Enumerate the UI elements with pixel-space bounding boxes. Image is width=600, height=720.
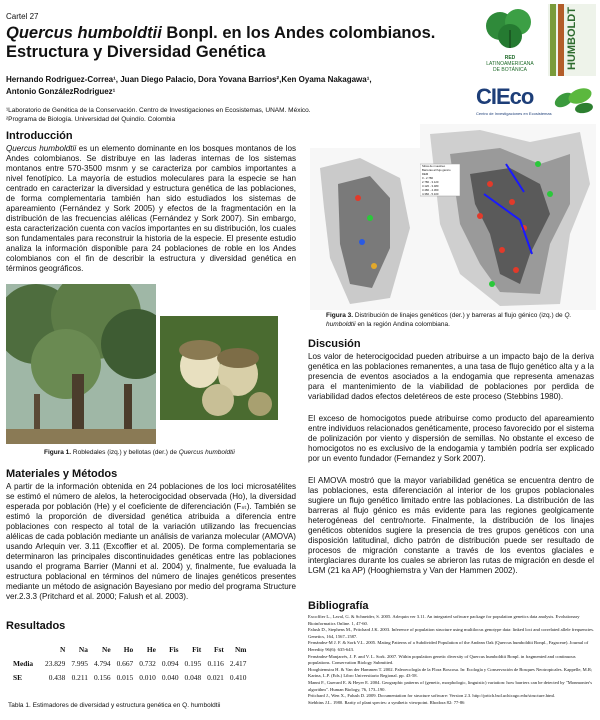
table-cell: 0.195	[184, 658, 202, 668]
table-cell: 0.156	[93, 672, 111, 682]
affiliation-2: ²Programa de Biología. Universidad del Quindío. Colombia	[6, 116, 176, 123]
table-cell: 4.794	[93, 658, 111, 668]
red-botanica-logo	[476, 4, 544, 78]
red-botanica-leaf-icon	[476, 4, 544, 50]
title-line2: Estructura y Diversidad Genética	[6, 43, 266, 61]
figure1-caption-text: Robledales (izq.) y bellotas (der.) de	[71, 449, 179, 456]
table-col-header: Fst	[213, 644, 224, 654]
humboldt-stripe-icon	[548, 4, 568, 76]
table-col-header: He	[146, 644, 156, 654]
bibliography-list	[308, 614, 596, 706]
table-col-header: Ne	[101, 644, 111, 654]
authors-line2: Antonio GonzálezRodriguez¹	[6, 87, 116, 96]
cieco-text: CIEco	[476, 84, 534, 109]
bibliography-heading: Bibliografía	[308, 600, 369, 612]
acorns-illustration	[160, 316, 278, 420]
methods-text: A partir de la información obtenida en 24 poblaciones de los loci microsatélites se estimó el número de alelos, la heterocigocidad observada (Ho), la diversidad esperada por población (He) y el coeficiente de diferenciación (Fₛₜ). También se estimó la proporción de diversidad genética atribuida a diferencia entre poblaciones con respecto al total de la variación utilizando las frecuencias alélicas de cada población mediante un análisis de varianza molecular (AMOVA) usando Arlequin ver. 3.11 (Excoffier et al. 2005). De forma complementaria se determinaron las principales discontinuidades genéticas entre las poblaciones usando el programa Barrier (Manni et al. 2004) y, finalmente, fue evaluada la estructura poblacional en términos del número de linajes genéticos presentes mediante un método de asignación Bayesiano por medio del programa Structure ver.2.3.3 (Pritchard et al. 2000; Falush et al. 2003).	[6, 482, 296, 601]
legend-item: DEM	[422, 172, 429, 176]
figure3-caption	[326, 312, 596, 329]
cieco-leaves-icon	[552, 84, 596, 114]
reference-item: Manni F., Guerard E. & Heyer E. 2004. Geographic patterns of (genetic, morphologic, linguistic) variation: how barriers can be detected by "Monmonier's algorithm". Human Biology, 76, 173–190.	[308, 679, 593, 692]
map-legend	[422, 164, 462, 196]
lineage-map	[310, 148, 420, 310]
table-header-row	[10, 642, 249, 656]
lineage-map-illustration	[310, 148, 420, 310]
legend-item: Sitios de muestreo	[422, 164, 446, 168]
table-cell: 0.048	[184, 672, 202, 682]
discussion-p1: Los valor de heterocigocidad pueden atribuirse a un impacto bajo de la deriva genética en las poblaciones remanentes, a una tasa de flujo genético alta y a la presencia de eventos asociados a la endogamia que representa amenazas para el mantenimiento de la viabilidad de poblaciones por perdida de variabilidad dados efectos deletéreos de este proceso (Stebbins 1980).	[308, 352, 594, 401]
figure1-caption	[44, 449, 235, 456]
table-cell: 0.116	[207, 658, 224, 668]
cieco-subtitle: Centro de Investigaciones en Ecosistemas	[476, 111, 552, 116]
legend-item: 3.120 - 3.480	[422, 184, 439, 188]
discussion-heading: Discusión	[308, 338, 361, 350]
table1-caption: Tabla 1. Estimadores de diversidad y estructura genética en Q. humboldtii	[8, 702, 221, 709]
figure1-label: Figura 1.	[44, 449, 72, 456]
legend-item: 3.480 - 4.360	[422, 188, 439, 192]
reference-item: Excoffier L., Laval, G. & Schneider, S. 2005. Arlequin ver 3.11. An integrated software package for population genetics data analysis. Evolutionary Bioinformatics Online. 1, 47-60.	[308, 614, 580, 626]
table-col-header: Fis	[169, 644, 179, 654]
table-cell: 0.015	[116, 672, 134, 682]
red-botanica-line1: RED	[504, 55, 516, 61]
table-cell: 0.732	[139, 658, 156, 668]
figure3-label: Figura 3.	[326, 312, 354, 319]
table-row-label: SE	[13, 672, 23, 682]
results-table	[10, 642, 249, 684]
reference-item: Hooghiemstra H. & Van der Hammen T. 2002. Paleoecología de la Flora Boscosa. In: Ecología y Conservación de Bosques Neotropicales. Kappelle, M.R; Karina, L.P. (Eds.) Libro Universitario Regional. pp. 43-58.	[308, 666, 593, 679]
legend-item: Barreras al flujo génico	[422, 168, 451, 172]
red-botanica-line2: LATINOAMERICANA	[486, 61, 534, 67]
humboldt-text: HUMBOLDT	[566, 7, 578, 70]
cieco-logo	[476, 84, 596, 120]
legend-item: 4.360 - 5.100	[422, 192, 439, 196]
table-col-header: Fit	[192, 644, 202, 654]
table-col-header: Ho	[123, 644, 134, 654]
table-col-header	[10, 642, 42, 656]
intro-body: es un elemento dominante en los bosques montanos de los Andes colombianos. Se distribuye en las laderas internas de los sistemas montanos entre 570-3500 msnm y se caracteriza por cambios importantes a nivel fenotípico. La mayoría de estudios moleculares para la especie se han centrado en caracterizar la diversidad y estructura genética de las poblaciones, de forma complementaria también han sido estudiados los sistemas de apareamiento (Fernández y Sork 2005) y efectos de la fragmentación en la distribución de las frecuencias alélicas (Fernández y Sork 2007). Sin embargo, esta caracterización cuenta con vacíos importantes en su distribución, los cuales son fundamentales para reconstruir la historia de la especie. El presente estudio analiza la información disponible para 24 poblaciones de roble en los Andes colombianos con el fin de describir la estructura y diversidad genética en términos geográficos.	[6, 144, 296, 273]
table-col-header: Nm	[234, 644, 247, 654]
reference-item: Falush D., Stephens M., Pritchard J.K. 2003. Inference of population structure using multilocus genotype data: linked loci and correlated allele frequencies. Genetics, 164, 1567–1587.	[308, 627, 595, 639]
table-cell: 23.829	[45, 658, 66, 668]
table-cell: 0.021	[207, 672, 224, 682]
table-col-header: Na	[78, 644, 88, 654]
reference-item: Pritchard J., Wen X., Falush D. 2009. Documentation for structure software: Version 2.3. http://pritch.bsd.uchicago.edu/structure.html.	[308, 693, 556, 699]
reference-item: Fernández-M J. F. & Sork V.L. 2005. Mating Patterns of a Subdivided Population of the Andean Oak (Quercus humboldtii Bonpl., Fagaceae). Journal of Heredity 96(6): 635-643.	[308, 640, 589, 652]
intro-text	[6, 144, 296, 274]
discussion-p3: El AMOVA mostró que la mayor variabilidad genética se encuentra dentro de las poblaciones, esta diferenciación al interior de los grupos poblacionales sugiere un flujo genético limitado entre las poblaciones. La distribución de las barreras al flujo génico es más evidente para las regiones geolgicamente heterogéneas del centro/norte. Finalmente, la distribución de los linajes genéticos obtenidos sugiere la presencia de tres grupos genéticos con una disposición latitudinal, dicho patrón de distribución puede ser resultado de procesos de migración constante a través de los eventos glaciales e interglaciares durante los cuales se abrieron las rutas de migración en desde el LGM (21 ka AP) (Hooghiemstra y Van der Hammen 2002).	[308, 476, 594, 575]
figure3-caption-text: Distribución de linajes genéticos (der.) y barreras al flujo génico (izq.) de	[353, 312, 565, 319]
table-cell: 0.410	[229, 672, 247, 682]
legend-item: 0 - 2.780	[422, 176, 434, 180]
table-cell: 7.995	[71, 658, 88, 668]
legend-item: 2.780 - 3.120	[422, 180, 439, 184]
results-table-wrap	[10, 642, 300, 684]
oak-forest-photo	[6, 284, 156, 444]
table-cell: 0.040	[161, 672, 179, 682]
barrier-map	[420, 124, 596, 310]
table-row-label: Media	[13, 658, 34, 668]
table-cell: 0.211	[71, 672, 88, 682]
red-botanica-line3: DE BOTÁNICA	[493, 67, 527, 73]
figure3-species: Q. humboldtii	[326, 312, 572, 328]
table-cell: 0.094	[161, 658, 179, 668]
affiliation-1: ¹Laboratorio de Genética de la Conservación. Centro de Investigaciones en Ecosistemas, UNAM. México.	[6, 107, 311, 114]
figure1-species: Quercus humboldtii	[178, 449, 235, 456]
table-col-header: N	[59, 644, 66, 654]
affiliations	[6, 106, 446, 124]
discussion-p2: El exceso de homocigotos puede atribuirse como producto del apareamiento entre individuos relacionados genéticamente, proceso favorecido por el sistema de polinización por viento y dispersión de semillas. No obstante el exceso de homocigotos no es exclusivo de la endogamia y también podría ser explicado por un evento fundador (Fernandez y Sork 2007).	[308, 414, 594, 463]
authors	[6, 74, 446, 98]
table-row	[10, 656, 249, 670]
authors-line1: Hernando Rodriguez-Correa¹, Juan Diego Palacio, Dora Yovana Barrios²,Ken Oyama Nakagawa¹,	[6, 75, 372, 84]
table-cell: 0.010	[139, 672, 156, 682]
table-cell: 0.438	[48, 672, 66, 682]
oak-forest-illustration	[6, 284, 156, 444]
title-rest: Bonpl. en los Andes colombianos.	[161, 24, 436, 42]
reference-item: Fernández-Manjarrés, J. F. and V. L. Sork. 2007. Within population genetic diversity of Quercus humboldtii Bonpl. in fragmented and continuous populations. Conservation Biology Submitted.	[308, 653, 576, 666]
results-heading: Resultados	[6, 620, 66, 632]
cartel-number: Cartel 27	[6, 12, 39, 21]
intro-heading: Introducción	[6, 130, 73, 142]
table-cell: 0.667	[116, 658, 134, 668]
poster-title	[6, 24, 446, 62]
barrier-map-illustration	[420, 124, 596, 310]
humboldt-logo	[548, 4, 596, 76]
acorns-photo	[160, 316, 278, 420]
intro-species: Quercus humboldtii	[6, 144, 77, 153]
table-row	[10, 670, 249, 684]
title-species: Quercus humboldtii	[6, 24, 162, 42]
methods-heading: Materiales y Métodos	[6, 468, 118, 480]
reference-item: Stebbins J.L. 1980. Rarity of plant species: a synthetic viewpoint. Rhodora 82: 77-86	[308, 699, 465, 705]
figure3-caption-end: en la región Andina colombiana.	[355, 320, 450, 328]
table-cell: 2.417	[229, 658, 247, 668]
